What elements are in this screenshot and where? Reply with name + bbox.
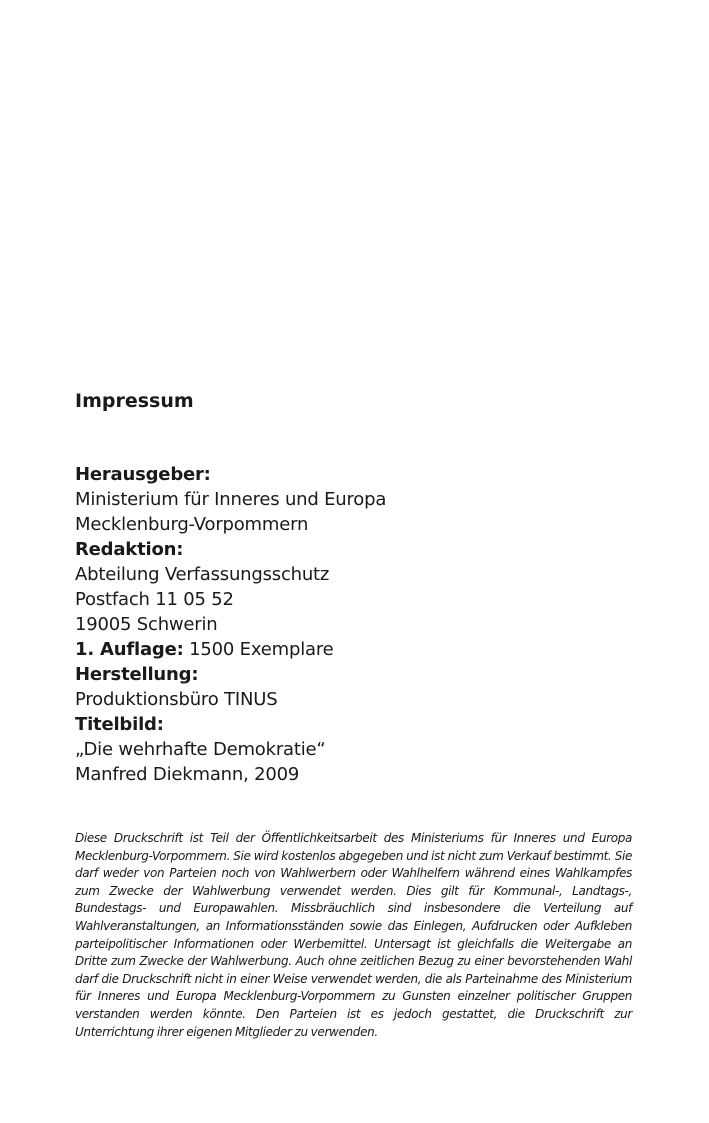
editorial-po-box: Postfach 11 05 52 — [75, 589, 234, 610]
production-value: Produktionsbüro TINUS — [75, 689, 278, 710]
edition-line — [75, 637, 635, 662]
cover-title: „Die wehrhafte Demokratie“ — [75, 739, 326, 760]
editorial-department: Abteilung Verfassungsschutz — [75, 564, 330, 585]
cover-artist: Manfred Diekmann, 2009 — [75, 764, 300, 785]
edition-label: 1. Auflage: — [75, 639, 184, 660]
edition-value: 1500 Exemplare — [189, 639, 334, 660]
editorial-city: 19005 Schwerin — [75, 614, 218, 635]
production-label: Herstellung: — [75, 664, 199, 685]
page-title: Impressum — [75, 390, 194, 412]
legal-disclaimer: Diese Druckschrift ist Teil der Öffentlichkeitsarbeit des Ministeriums für Inneres und Europa Mecklenburg-Vorpommern. Sie wird kostenlos abgegeben und ist nicht zum Verkauf bestimmt. Sie darf weder von Parteien noch von Wahlwerbern oder Wahlhelfern während eines Wahlkampfes zum Zwecke der Wahlwerbung verwendet werden. Dies gilt für Kommunal-, Landtags-, Bundestags- und Europawahlen. Missbräuchlich sind insbesondere die Verteilung auf Wahlveranstaltungen, an Informationsständen sowie das Einlegen, Aufdrucken oder Aufkleben parteipolitischer Informationen oder Werbemittel. Untersagt ist gleichfalls die Weitergabe an Dritte zum Zwecke der Wahlwerbung. Auch ohne zeitlichen Bezug zu einer bevorstehenden Wahl darf die Druckschrift nicht in einer Weise verwendet werden, die als Parteinahme des Ministerium für Inneres und Europa Mecklenburg-Vorpommern zu Gunsten einzelner politischer Gruppen verstanden werden könnte. Den Parteien ist es jedoch gestattet, die Druckschrift zur Unterrichtung ihrer eigenen Mitglieder zu verwenden. — [75, 831, 632, 1039]
editorial-label: Redaktion: — [75, 539, 184, 560]
imprint-details — [75, 462, 635, 787]
cover-label: Titelbild: — [75, 714, 164, 735]
publisher-label: Herausgeber: — [75, 464, 211, 485]
publisher-name: Ministerium für Inneres und Europa — [75, 489, 387, 510]
publisher-state: Mecklenburg-Vorpommern — [75, 514, 309, 535]
